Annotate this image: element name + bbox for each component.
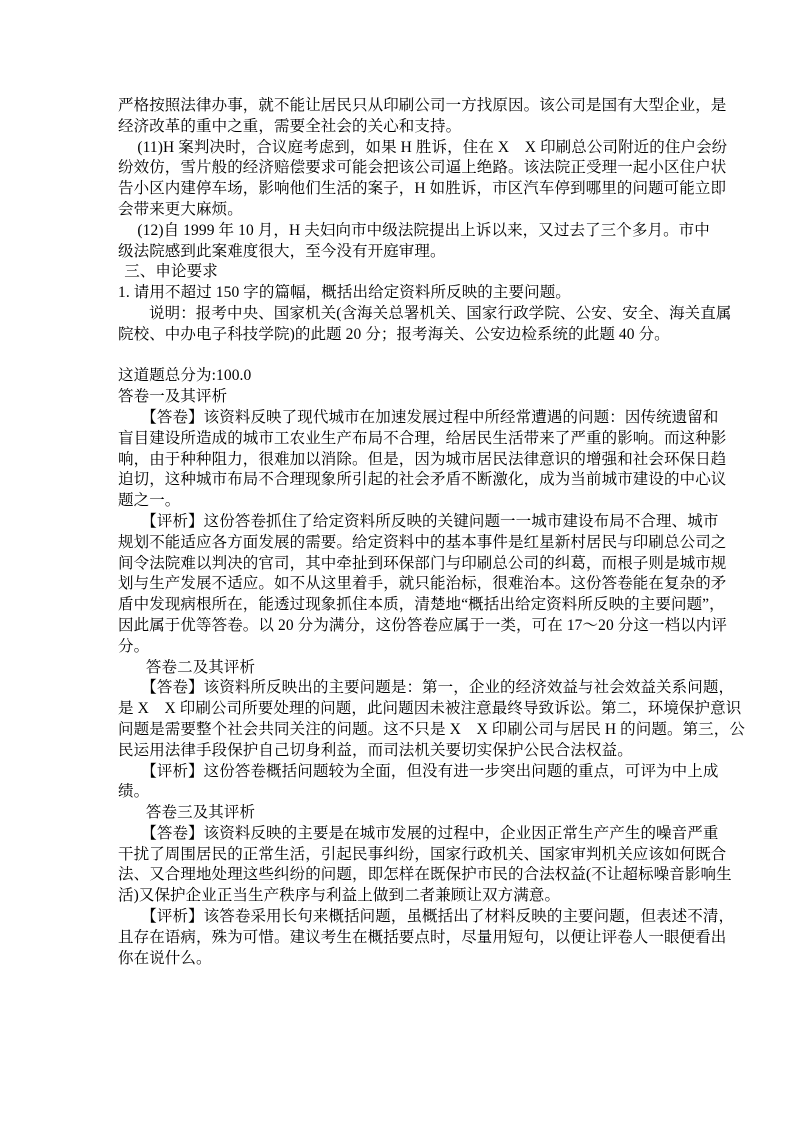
text-line: 【答卷】该资料反映了现代城市在加速发展过程中所经常遭遇的问题：因传统遗留和 <box>141 408 719 426</box>
text-line: 严格按照法律办事，就不能让居民只从印刷公司一方找原因。该公司是国有大型企业，是 <box>118 97 727 114</box>
text-line: 干扰了周围居民的正常生活，引起民事纠纷，国家行政机关、国家审判机关应该如何既合 <box>118 845 727 863</box>
text-line: 【评析】该答卷采用长句来概括问题，虽概括出了材料反映的主要问题，但表述不清， <box>141 908 735 926</box>
text-line: 【答卷】该资料所反映出的主要问题是：第一，企业的经济效益与社会效益关系问题， <box>141 679 735 697</box>
text-line: 题之一。 <box>118 492 181 510</box>
text-line: 你在说什么。 <box>118 949 212 967</box>
text-line: 且存在语病，殊为可惜。建议考生在概括要点时，尽量用短句，以便让评卷人一眼便看出 <box>118 928 727 946</box>
text-line: 活)又保护企业正当生产秩序与利益上做到二者兼顾让双方满意。 <box>118 887 561 905</box>
text-line: 绩。 <box>118 783 150 801</box>
text-line: 【评析】这份答卷概括问题较为全面，但没有进一步突出问题的重点，可评为中上成 <box>141 762 719 780</box>
document-body <box>118 96 745 969</box>
text-line: 告小区内建停车场，影响他们生活的案子，H 如胜诉，市区汽车停到哪里的问题可能立即 <box>118 180 727 198</box>
text-line: 说明：报考中央、国家机关(含海关总署机关、国家行政学院、公安、安全、海关直属 <box>149 304 732 322</box>
text-line: 盾中发现病根所在，能透过现象抓住本质，清楚地“概括出给定资料所反映的主要问题”， <box>118 596 725 614</box>
text-line: 级法院感到此案难度很大，至今没有开庭审理。 <box>118 242 446 260</box>
text-line: 纷效仿，雪片般的经济赔偿要求可能会把该公司逼上绝路。该法院正受理一起小区住户状 <box>118 159 727 177</box>
text-line: 答卷二及其评析 <box>145 658 256 676</box>
text-line: 民运用法律手段保护自己切身利益，而司法机关要切实保护公民合法权益。 <box>118 741 633 759</box>
text-line: 1. 请用不超过 150 字的篇幅，概括出给定资料所反映的主要问题。 <box>118 284 571 302</box>
text-line: 【答卷】该资料反映的主要是在城市发展的过程中，企业因正常生产产生的噪音严重 <box>141 824 719 842</box>
text-line: 答卷一及其评析 <box>118 388 228 406</box>
text-line: 间令法院难以判决的官司，其中牵扯到环保部门与印刷总公司的纠葛，而根子则是城市规 <box>118 554 727 572</box>
text-line: (12)自 1999 年 10 月，H 夫妇向市中级法院提出上诉以来，又过去了三个多月。市中 <box>137 221 710 239</box>
text-line: 问题是需要整个社会共同关注的问题。这不只是 X X 印刷公司与居民 H 的问题。第三，公 <box>118 720 745 738</box>
text-line: 院校、中办电子科技学院)的此题 20 分；报考海关、公安边检系统的此题 40 分。 <box>118 325 670 343</box>
text-line: 划与生产发展不适应。如不从这里着手，就只能治标，很难治本。这份答卷能在复杂的矛 <box>118 575 727 593</box>
text-line: 因此属于优等答卷。以 20 分为满分，这份答卷应属于一类，可在 17～20 分这一档以内评 <box>118 616 728 634</box>
text-line: 盲目建设所造成的城市工农业生产布局不合理，给居民生活带来了严重的影响。而这种影 <box>118 429 727 447</box>
text-line: (11)H 案判决时，合议庭考虑到，如果 H 胜诉，住在 X X 印刷总公司附近的住户会纷 <box>137 138 728 156</box>
text-line: 法、又合理地处理这些纠纷的问题，即怎样在既保护市民的合法权益(不让超标噪音影响生 <box>118 866 732 884</box>
text-line: 三、申论要求 <box>124 263 218 281</box>
text-line: 会带来更大麻烦。 <box>118 200 243 218</box>
text-line: 迫切，这种城市布局不合理现象所引起的社会矛盾不断激化，成为当前城市建设的中心议 <box>118 471 727 489</box>
text-line: 规划不能适应各方面发展的需要。给定资料中的基本事件是红星新村居民与印刷总公司之 <box>118 533 727 551</box>
text-line: 【评析】这份答卷抓住了给定资料所反映的关键问题一一城市建设布局不合理、城市 <box>141 512 719 530</box>
blank-line <box>118 346 686 367</box>
text-line: 经济改革的重中之重，需要全社会的关心和支持。 <box>118 117 462 135</box>
text-line: 答卷三及其评析 <box>145 804 256 822</box>
text-line: 响，由于种种阻力，很难加以消除。但是，因为城市居民法律意识的增强和社会环保日趋 <box>118 450 727 468</box>
text-line: 分。 <box>118 637 150 655</box>
text-line: 这道题总分为:100.0 <box>118 367 252 385</box>
text-line: 是 X X 印刷公司所要处理的问题，此问题因未被注意最终导致诉讼。第二，环境保护意识 <box>118 700 742 718</box>
